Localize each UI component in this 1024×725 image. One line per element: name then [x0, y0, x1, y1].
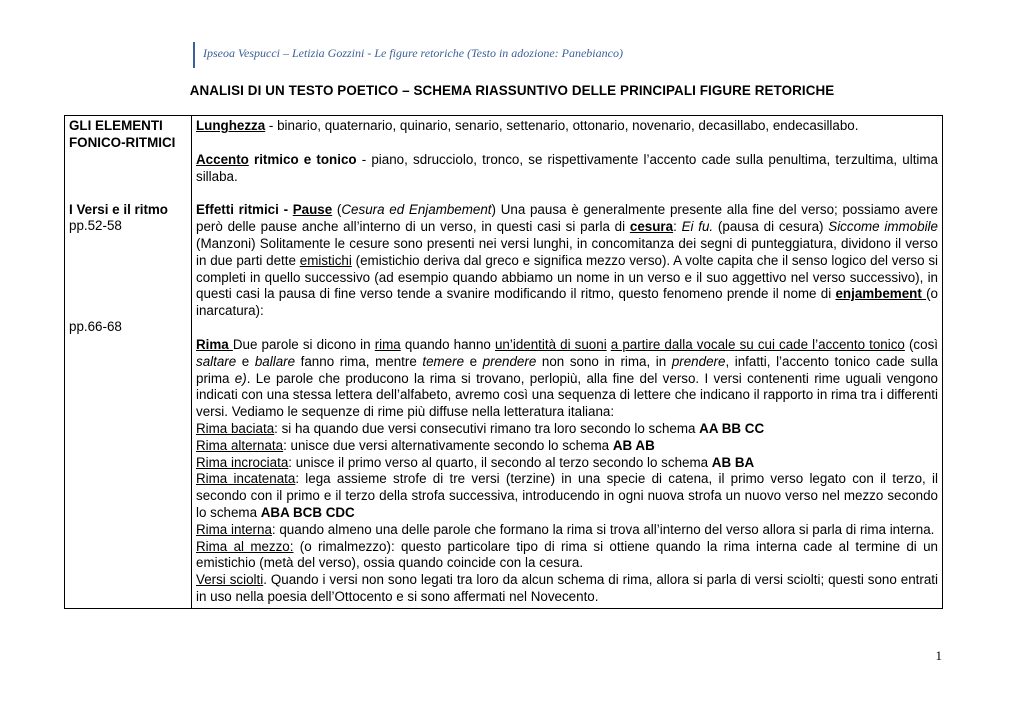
emistichi-term: emistichi	[299, 252, 352, 268]
text-fragment: quando hanno	[400, 336, 495, 352]
text-fragment: :	[673, 219, 682, 235]
enjambement-term: enjambement	[835, 286, 927, 302]
header-text: Ipseoa Vespucci – Letizia Gozzini - Le figure retoriche (Testo in adozione: Panebianco)	[203, 46, 623, 60]
page-title: ANALISI DI UN TESTO POETICO – SCHEMA RIASSUNTIVO DELLE PRINCIPALI FIGURE RETORICHE	[189, 83, 835, 98]
example-word: ballare	[254, 353, 296, 369]
text-fragment: e	[236, 353, 255, 369]
text-fragment: non sono in rima, in	[536, 353, 672, 369]
accento-paragraph	[196, 152, 938, 186]
accento-text: - piano, sdrucciolo, tronco, se rispettivamente l’accento cade sulla penultima, terzultima, ultima sillaba.	[196, 151, 938, 184]
rhyme-type-name: Rima alternata	[196, 437, 284, 453]
rhyme-schema: AB BA	[711, 454, 755, 470]
page-ref-2: pp.66-68	[69, 319, 122, 335]
rhyme-type-text: : lega assieme strofe di tre versi (terzine) in una specie di catena, il primo verso legato con il terzo, il secondo con il primo e il terzo della strofa successiva, introducendo in ogni nuova strofa un nuovo verso nel mezzo secondo lo schema	[196, 471, 938, 520]
rhyme-schema: AA BB CC	[699, 420, 765, 436]
list-item	[196, 421, 938, 438]
list-item	[196, 471, 938, 521]
text-fragment: e	[464, 353, 483, 369]
summary-table	[64, 115, 943, 609]
rhyme-type-text: : unisce il primo verso al quarto, il secondo al terzo secondo lo schema	[288, 454, 712, 470]
rhyme-type-name: Rima interna	[196, 521, 272, 537]
effetti-paragraph	[196, 202, 938, 320]
list-item	[196, 539, 938, 573]
text-fragment: ) Una pausa è generalmente presente alla fine del verso; possiamo avere però delle pause anche all’interno di un verso, in questi casi si parla di	[196, 202, 938, 235]
rima-term: rima	[374, 336, 401, 352]
text-fragment: . Le parole che producono la rima si trovano, perlopiù, alla fine del verso. I versi contenenti rime uguali vengono indicati con una stessa lettera dell’alfabeto, avremo così una sequenza di lettere che indicano il rapporto in rima tra i differenti versi. Vediamo le sequenze di rime più diffuse nella letteratura italiana:	[196, 370, 938, 420]
running-header	[193, 42, 623, 68]
rima-paragraph	[196, 337, 938, 421]
cesura-enjambement: Cesura ed Enjambement	[341, 202, 492, 218]
versi-label: I Versi e il ritmo	[69, 201, 168, 217]
rhyme-type-text: : quando almeno una delle parole che formano la rima si trova all’interno del verso allora si parla di rima interna.	[271, 521, 935, 537]
accento-term: a partire dalla vocale su cui cade l’accento tonico	[610, 336, 905, 352]
lunghezza-text: - binario, quaternario, quinario, senario, settenario, ottonario, novenario, decasillabo, endecasillabo.	[265, 118, 859, 133]
text-fragment: (così	[904, 336, 938, 352]
example-word: prendere	[671, 353, 726, 369]
example-word: prendere	[482, 353, 537, 369]
text-fragment: (	[332, 202, 342, 218]
text-fragment: , infatti, l’accento tonico cade sulla prima	[196, 353, 938, 386]
list-item	[196, 522, 938, 539]
rhyme-type-name: Versi sciolti	[196, 572, 264, 588]
list-item	[196, 438, 938, 455]
rhyme-type-text: (o rimalmezzo): questo particolare tipo di rima si ottiene quando la rima interna cade al termine di un emistichio (metà del verso), ossia quando coincide con la cesura.	[196, 538, 938, 571]
rhyme-type-name: Rima incrociata	[196, 454, 289, 470]
rhyme-schema: ABA BCB CDC	[260, 504, 355, 520]
text-fragment: (emistichio deriva dal greco e significa mezzo verso). A volte capita che il senso logico del verso si completi in quello successivo (ad esempio quando abbiamo un nome in un verso e il suo aggettivo nel verso successivo), in questi casi la pausa di fine verso tende a svanire modificando il ritmo, questo fenomeno prende il nome di	[196, 252, 939, 302]
accento-label-2: ritmico e tonico	[248, 151, 357, 167]
section-heading: GLI ELEMENTI FONICO-RITMICI	[69, 118, 176, 150]
rhyme-type-name: Rima incatenata	[196, 471, 296, 487]
cesura-term: cesura	[629, 219, 674, 235]
rhyme-type-text: : unisce due versi alternativamente secondo lo schema	[283, 437, 613, 453]
example-word: temere	[422, 353, 465, 369]
identita-term: un’identità di suoni	[494, 336, 607, 352]
siccome-quote: Siccome immobile	[828, 219, 938, 235]
page-ref-1: pp.52-58	[69, 218, 122, 234]
lunghezza-label: Lunghezza	[196, 118, 266, 133]
table-row	[65, 116, 943, 609]
text-fragment: Due parole si dicono in	[232, 336, 375, 352]
page-number: 1	[935, 648, 942, 663]
text-fragment: (Manzoni) Solitamente le cesure sono presenti nei versi lunghi, in concomitanza dei segni di punteggiatura, dividono il verso in due parti dette	[196, 235, 938, 268]
pause-label: Pause	[292, 202, 333, 218]
rhyme-schema: AB AB	[612, 437, 655, 453]
text-fragment: (pausa di cesura)	[713, 219, 829, 235]
rhyme-type-text: : si ha quando due versi consecutivi rimano tra loro secondo lo schema	[274, 420, 700, 436]
lunghezza-paragraph	[196, 118, 938, 135]
ei-fu-quote: Ei fu.	[681, 219, 714, 235]
rima-label: Rima	[196, 336, 233, 352]
text-fragment: fanno rima, mentre	[295, 353, 423, 369]
list-item	[196, 455, 938, 472]
rhyme-types-list	[196, 421, 938, 606]
effetti-label: Effetti ritmici -	[196, 202, 293, 218]
rhyme-type-name: Rima al mezzo:	[196, 538, 294, 554]
list-item	[196, 572, 938, 606]
accento-label: Accento	[196, 151, 249, 167]
right-column	[192, 116, 943, 609]
text-fragment: (o inarcatura):	[196, 286, 938, 319]
rhyme-type-text: . Quando i versi non sono legati tra loro da alcun schema di rima, allora si parla di versi sciolti; questi sono entrati in uso nella poesia dell’Ottocento e si sono affermati nel Novecento.	[196, 572, 938, 604]
example-word: e)	[234, 370, 247, 386]
rhyme-type-name: Rima baciata	[196, 420, 275, 436]
example-word: saltare	[196, 353, 237, 369]
left-column	[65, 116, 192, 609]
